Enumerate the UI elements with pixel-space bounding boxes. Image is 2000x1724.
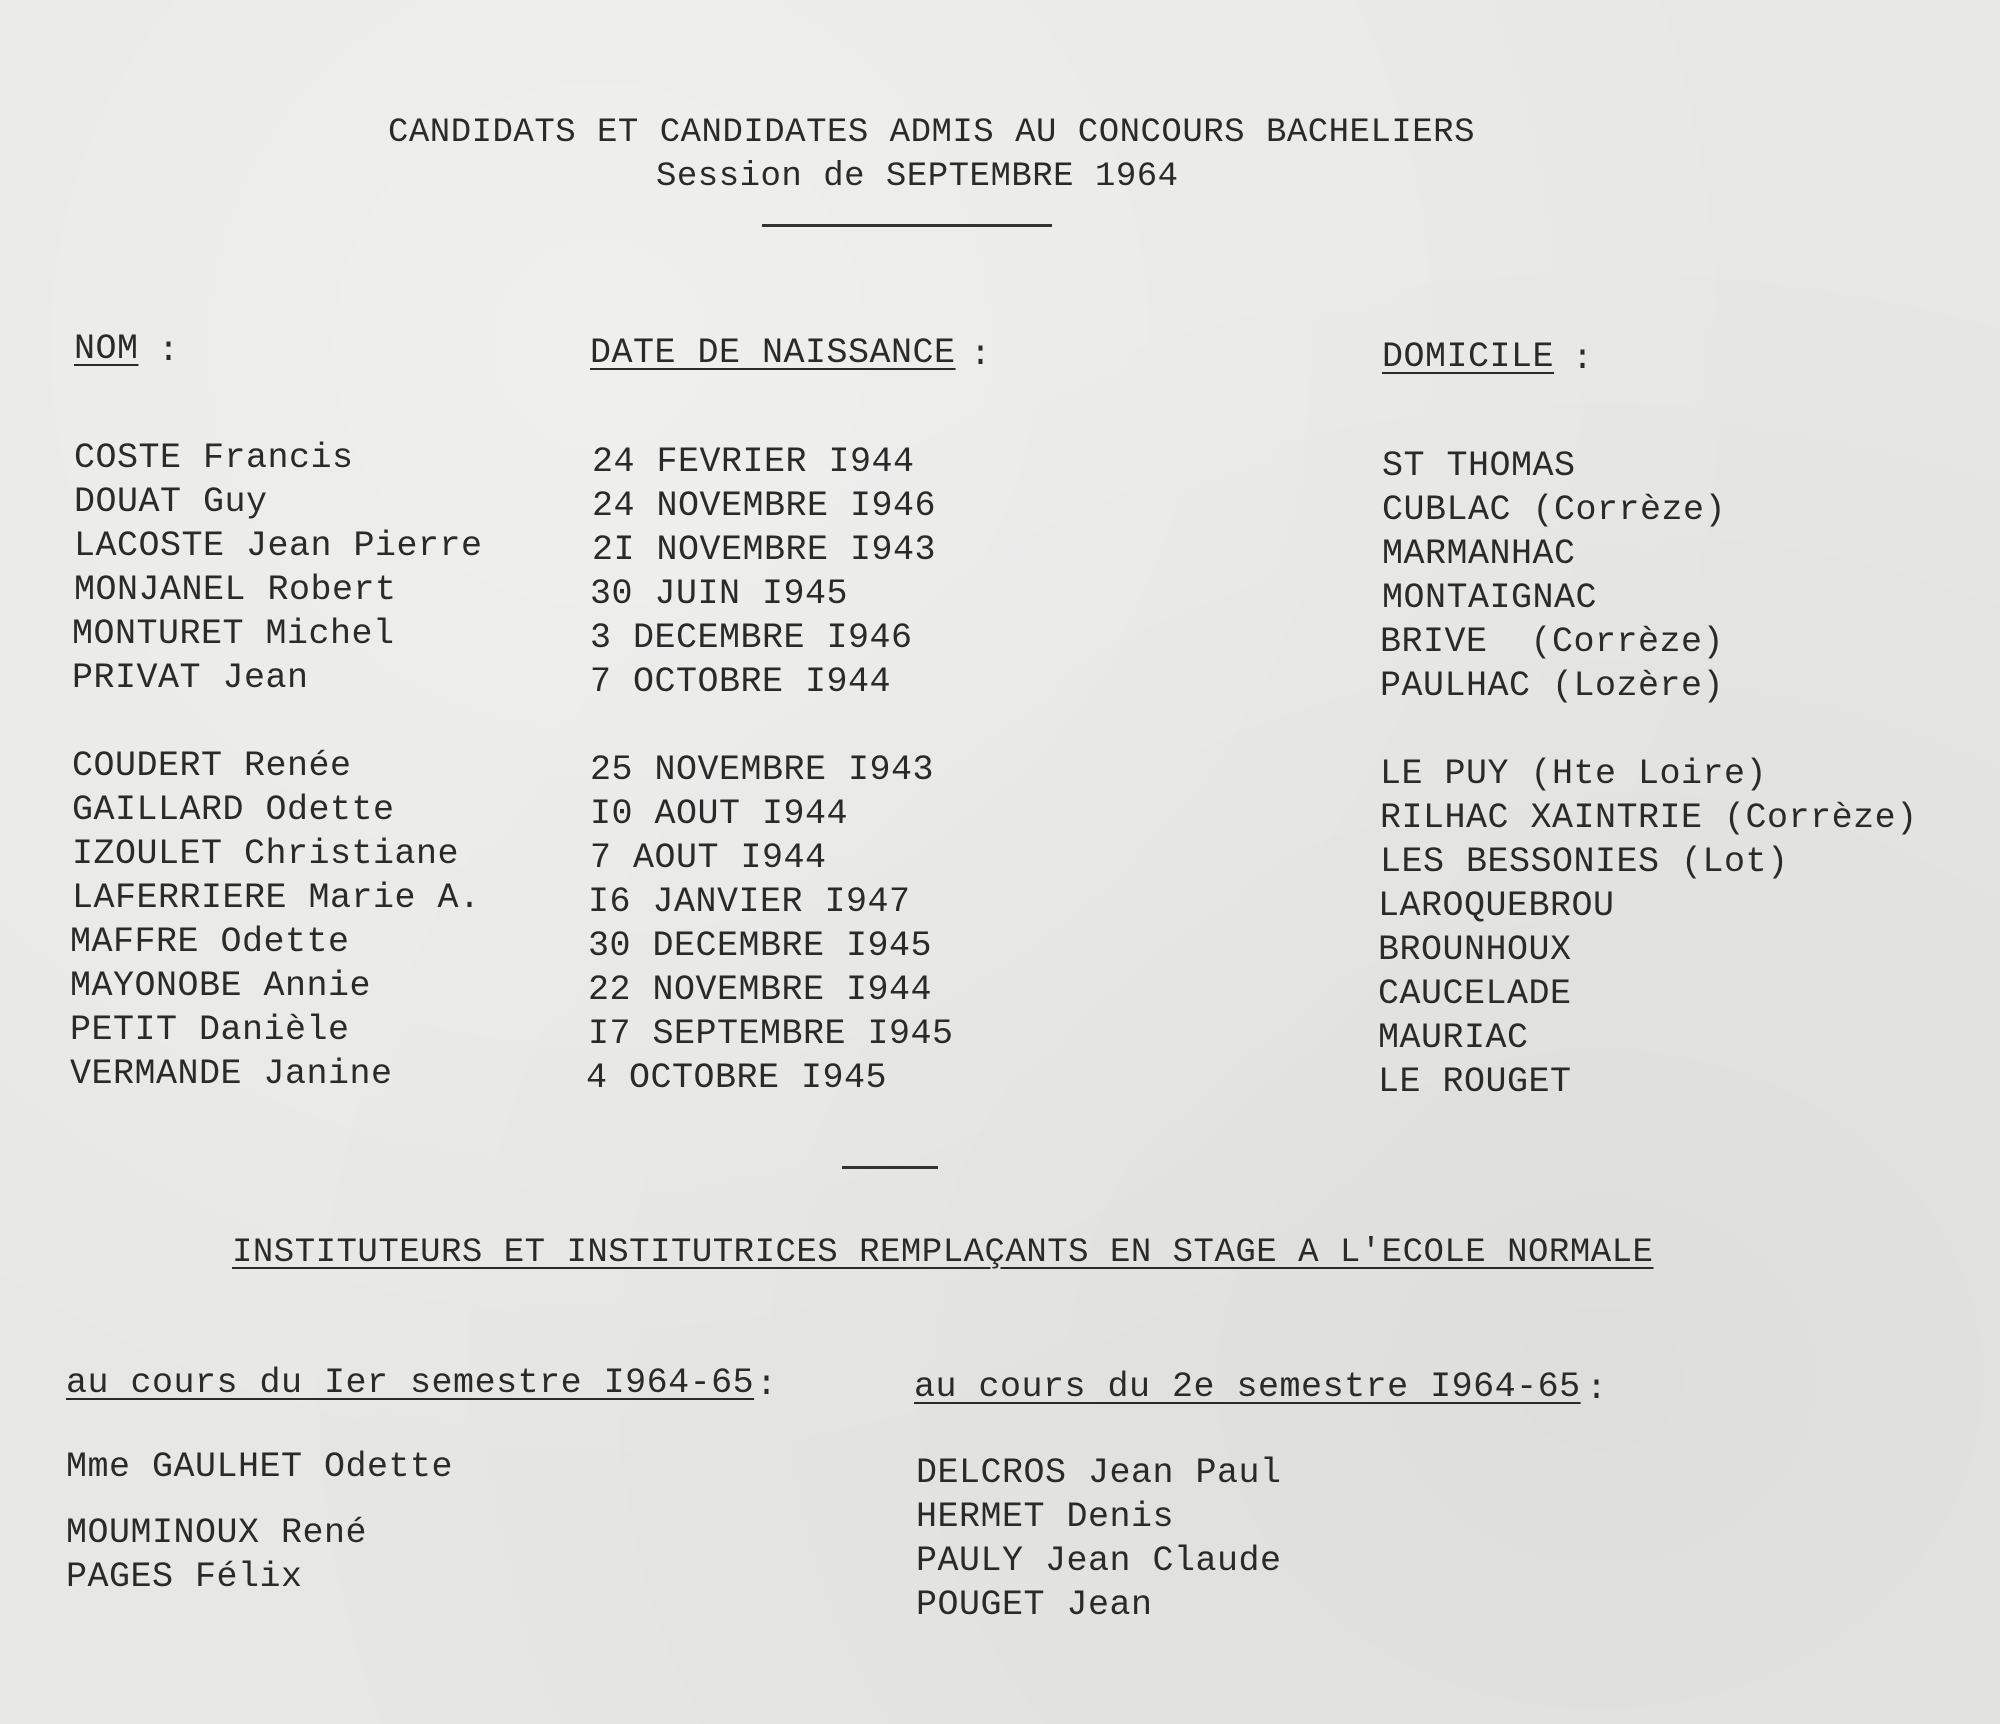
row-date: 7 OCTOBRE I944 (590, 662, 892, 702)
semester2-name: PAULY Jean Claude (916, 1541, 1282, 1581)
row-domicile: BROUNHOUX (1378, 930, 1572, 970)
semester1-name: MOUMINOUX René (66, 1513, 368, 1553)
row-nom: PRIVAT Jean (72, 658, 309, 698)
semester1-label: au cours du Ier semestre I964-65 (66, 1363, 755, 1403)
column-header-nom-colon: : (158, 331, 180, 371)
semester1-label-colon: : (756, 1365, 778, 1405)
semester1-name: Mme GAULHET Odette (66, 1447, 454, 1487)
row-nom: MAYONOBE Annie (70, 966, 372, 1006)
row-date: 25 NOVEMBRE I943 (590, 750, 935, 790)
column-header-date-colon: : (970, 335, 992, 375)
row-date: 22 NOVEMBRE I944 (588, 970, 933, 1010)
row-nom: COSTE Francis (74, 438, 354, 478)
row-date: 24 NOVEMBRE I946 (592, 486, 937, 526)
row-domicile: LE ROUGET (1378, 1062, 1572, 1102)
row-date: I7 SEPTEMBRE I945 (588, 1014, 954, 1054)
row-domicile: PAULHAC (Lozère) (1380, 666, 1725, 706)
document-title: CANDIDATS ET CANDIDATES ADMIS AU CONCOURS BACHELIERS (388, 114, 1475, 152)
semester2-label: au cours du 2e semestre I964-65 (914, 1367, 1581, 1407)
row-date: 24 FEVRIER I944 (592, 442, 915, 482)
row-nom: MONJANEL Robert (74, 570, 397, 610)
row-nom: LAFERRIERE Marie A. (72, 878, 481, 918)
row-domicile: MONTAIGNAC (1382, 578, 1598, 618)
row-nom: LACOSTE Jean Pierre (74, 526, 483, 566)
row-domicile: RILHAC XAINTRIE (Corrèze) (1380, 798, 1918, 838)
row-date: 30 JUIN I945 (590, 574, 849, 614)
row-domicile: MAURIAC (1378, 1018, 1529, 1058)
semester2-name: DELCROS Jean Paul (916, 1453, 1282, 1493)
column-header-domicile: DOMICILE (1382, 337, 1555, 377)
row-date: 30 DECEMBRE I945 (588, 926, 933, 966)
row-domicile: CAUCELADE (1378, 974, 1572, 1014)
semester1-name: PAGES Félix (66, 1557, 303, 1597)
document-subtitle: Session de SEPTEMBRE 1964 (656, 158, 1179, 196)
row-nom: MONTURET Michel (72, 614, 395, 654)
semester2-label-colon: : (1586, 1369, 1608, 1409)
column-header-date: DATE DE NAISSANCE (590, 333, 956, 373)
semester2-name: POUGET Jean (916, 1585, 1153, 1625)
row-domicile: MARMANHAC (1382, 534, 1576, 574)
header-divider (762, 224, 1052, 227)
section2-title: INSTITUTEURS ET INSTITUTRICES REMPLAÇANTS EN STAGE A L'ECOLE NORMALE (232, 1234, 1654, 1272)
row-nom: IZOULET Christiane (72, 834, 460, 874)
row-date: I0 AOUT I944 (590, 794, 849, 834)
column-header-nom: NOM (74, 329, 139, 369)
section-divider (842, 1166, 938, 1169)
row-nom: DOUAT Guy (74, 482, 268, 522)
row-domicile: LES BESSONIES (Lot) (1380, 842, 1789, 882)
row-nom: VERMANDE Janine (70, 1054, 393, 1094)
row-date: 3 DECEMBRE I946 (590, 618, 913, 658)
row-domicile: ST THOMAS (1382, 446, 1576, 486)
row-nom: PETIT Danièle (70, 1010, 350, 1050)
row-nom: GAILLARD Odette (72, 790, 395, 830)
semester2-name: HERMET Denis (916, 1497, 1175, 1537)
column-header-domicile-colon: : (1572, 339, 1594, 379)
row-date: 2I NOVEMBRE I943 (592, 530, 937, 570)
row-domicile: LAROQUEBROU (1378, 886, 1615, 926)
row-date: 4 OCTOBRE I945 (586, 1058, 888, 1098)
row-domicile: BRIVE (Corrèze) (1380, 622, 1725, 662)
row-date: I6 JANVIER I947 (588, 882, 911, 922)
row-nom: COUDERT Renée (72, 746, 352, 786)
row-date: 7 AOUT I944 (590, 838, 827, 878)
row-nom: MAFFRE Odette (70, 922, 350, 962)
row-domicile: CUBLAC (Corrèze) (1382, 490, 1727, 530)
row-domicile: LE PUY (Hte Loire) (1380, 754, 1768, 794)
